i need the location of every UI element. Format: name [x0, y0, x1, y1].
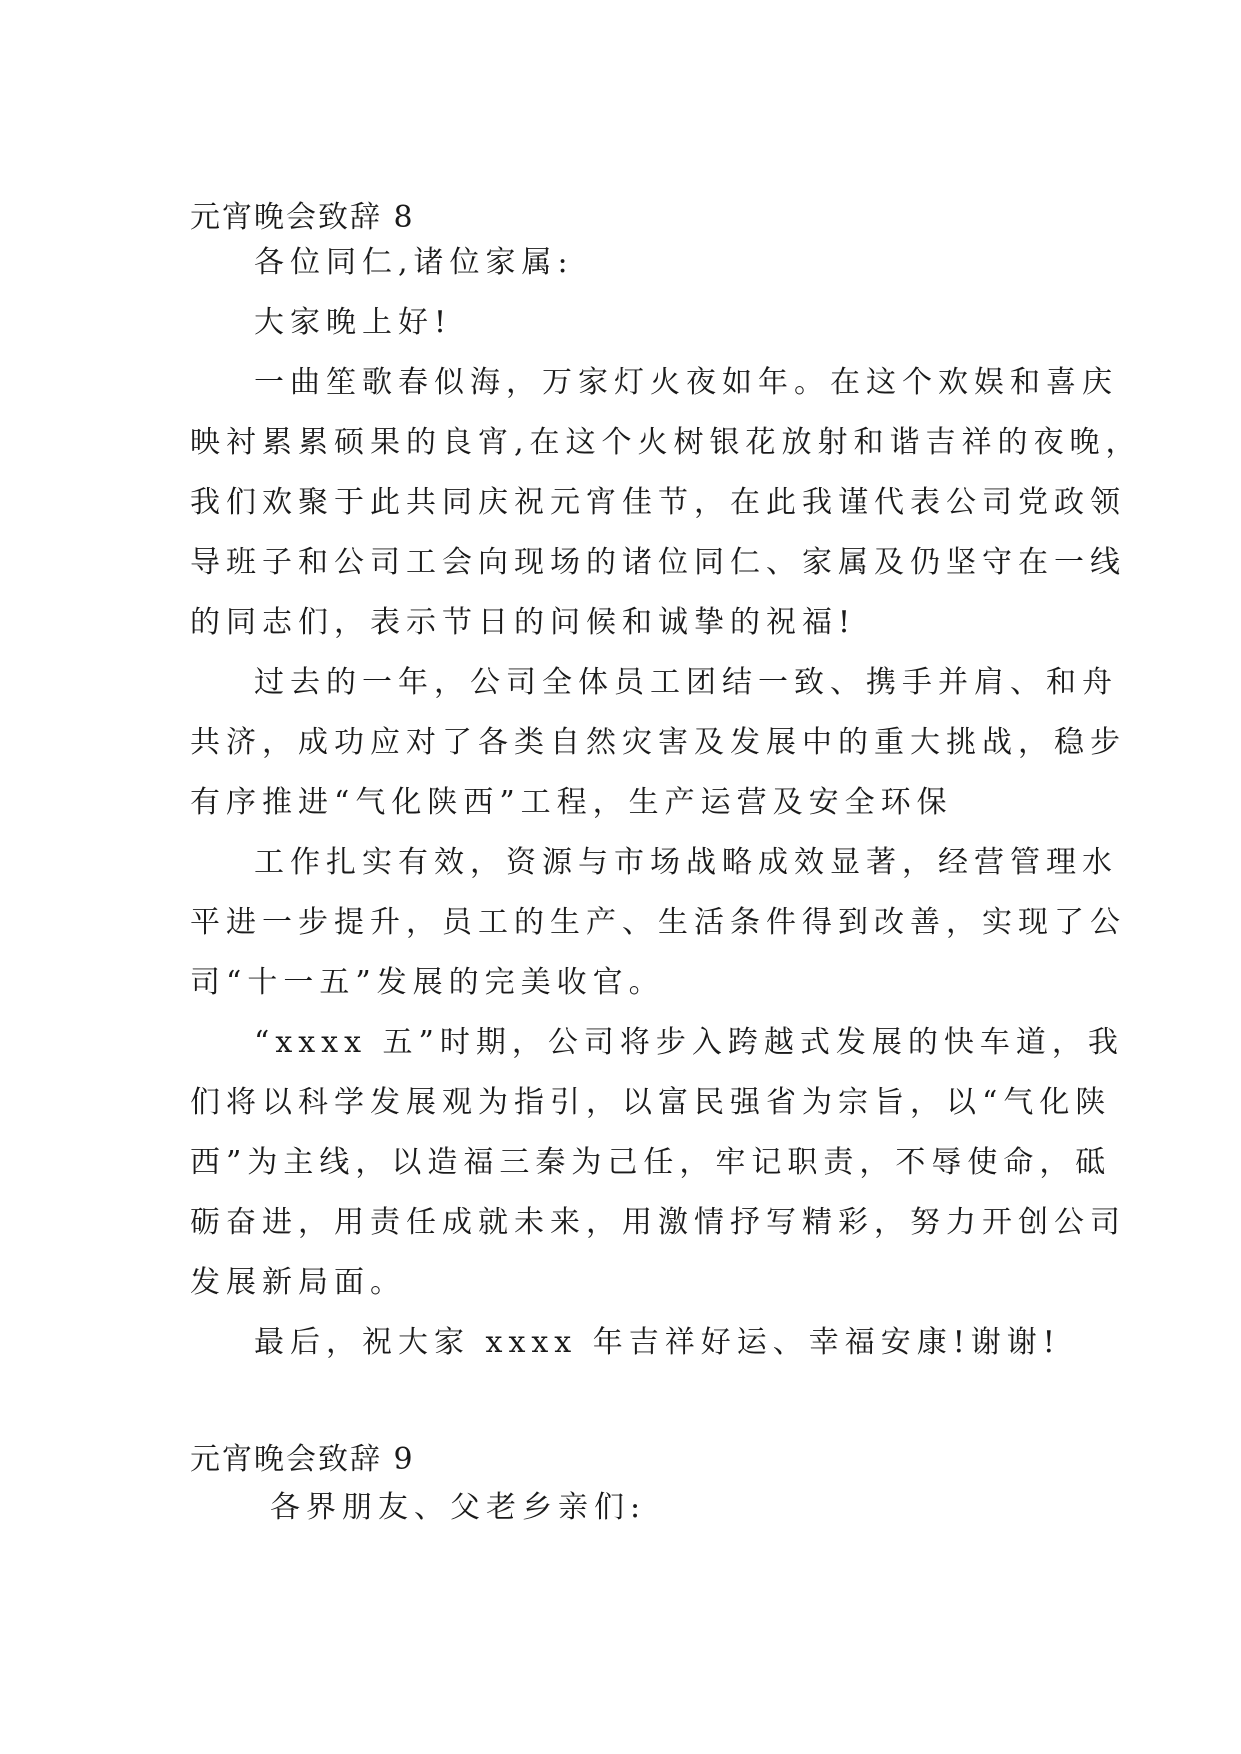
paragraph-greeting [190, 293, 1050, 353]
text-line: 共济，成功应对了各类自然灾害及发展中的重大挑战，稳步 [190, 725, 1126, 760]
paragraph-salutation [190, 233, 1050, 293]
text-line: 们将以科学发展观为指引，以富民强省为宗旨，以“气化陕 [190, 1085, 1112, 1120]
paragraph-achievements [190, 833, 1126, 1013]
text-line: 导班子和公司工会向现场的诸位同仁、家属及仍坚守在一线 [190, 545, 1126, 580]
text-line: 西”为主线，以造福三秦为己任，牢记职责，不辱使命，砥 [190, 1145, 1112, 1180]
text-line: 大家晚上好! [254, 305, 453, 340]
text-line: 一曲笙歌春似海，万家灯火夜如年。在这个欢娱和喜庆 [254, 365, 1118, 400]
text-line: 工作扎实有效，资源与市场战略成效显著，经营管理水 [254, 845, 1118, 880]
paragraph-opening [190, 353, 1142, 653]
text-line: 过去的一年，公司全体员工团结一致、携手并肩、和舟 [254, 665, 1118, 700]
text-line: 各界朋友、父老乡亲们: [270, 1490, 647, 1525]
text-line: 有序推进“气化陕西”工程，生产运营及安全环保 [190, 785, 953, 820]
paragraph-closing [190, 1313, 1061, 1373]
paragraph-past-year [190, 653, 1126, 833]
section-title: 元宵晚会致辞 9 [190, 1442, 415, 1477]
text-line: 发展新局面。 [190, 1265, 406, 1300]
text-line: 司“十一五”发展的完美收官。 [190, 965, 665, 1000]
text-line: 映衬累累硕果的良宵,在这个火树银花放射和谐吉祥的夜晚， [190, 425, 1142, 460]
paragraph-salutation [190, 1478, 1050, 1538]
text-line: 砺奋进，用责任成就未来，用激情抒写精彩，努力开创公司 [190, 1205, 1126, 1240]
text-line: 的同志们，表示节日的问候和诚挚的祝福! [190, 605, 857, 640]
text-line: 最后，祝大家 xxxx 年吉祥好运、幸福安康!谢谢! [254, 1325, 1061, 1360]
paragraph-future [190, 1013, 1126, 1313]
text-line: 各位同仁,诸位家属: [254, 245, 574, 280]
section-title: 元宵晚会致辞 8 [190, 200, 415, 235]
text-line: 我们欢聚于此共同庆祝元宵佳节，在此我谨代表公司党政领 [190, 485, 1126, 520]
text-line: 平进一步提升，员工的生产、生活条件得到改善，实现了公 [190, 905, 1126, 940]
text-line: “xxxx 五”时期，公司将步入跨越式发展的快车道，我 [254, 1025, 1124, 1060]
